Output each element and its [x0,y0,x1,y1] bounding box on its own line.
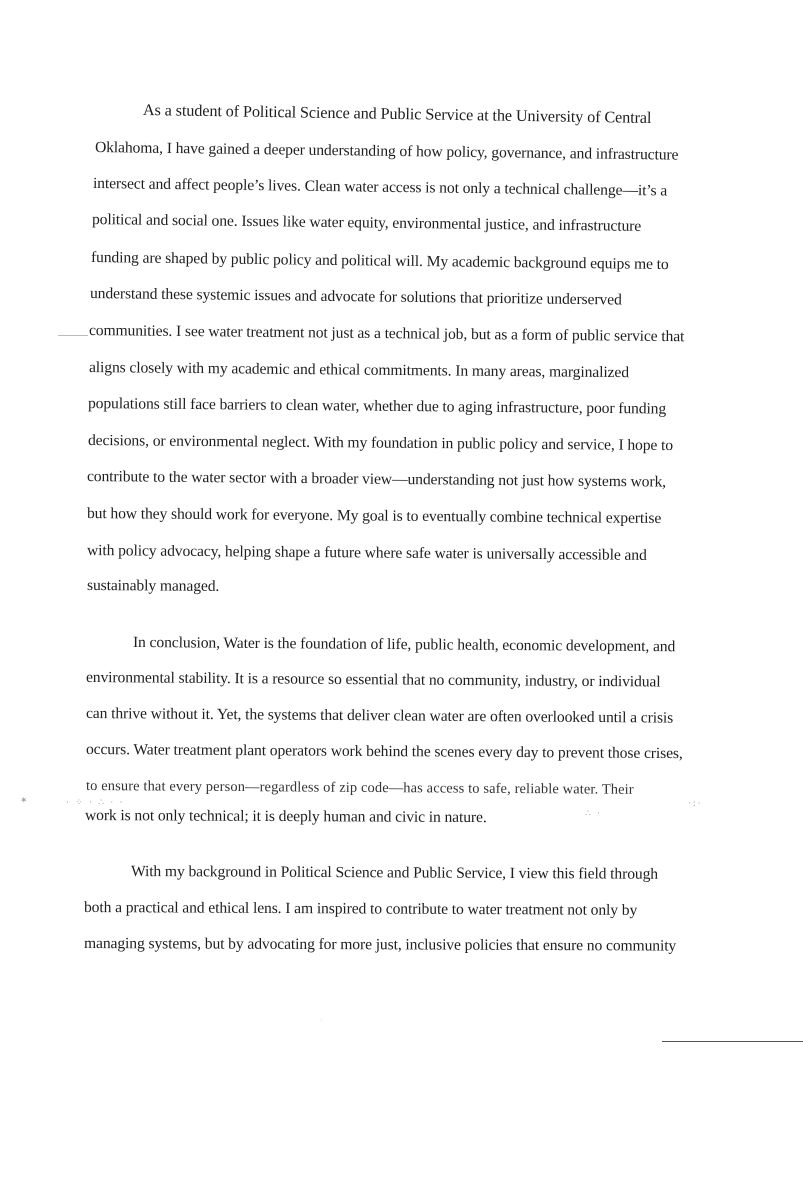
paragraph-2-line-3: can thrive without it. Yet, the systems that deliver clean water are often overlooked until a crisis [85,705,674,727]
paragraph-3-line-1: With my background in Political Science and Public Service, I view this field through [130,863,659,883]
scan-speck: ·:· [688,798,703,808]
paragraph-1-line-13: with policy advocacy, helping shape a future where safe water is universally accessible and [86,542,647,564]
paragraph-1-line-3: intersect and affect people’s lives. Clean water access is not only a technical challenge—it’s a [92,175,668,200]
paragraph-3-line-3: managing systems, but by advocating for more just, inclusive policies that ensure no community [83,935,677,955]
paragraph-1-line-7: communities. I see water treatment not just as a technical job, but as a form of public service that [88,322,685,346]
paragraph-2-line-1: In conclusion, Water is the foundation of life, public health, economic development, and [132,634,676,656]
paragraph-2-line-5: to ensure that every person—regardless of zip code—has access to safe, reliable water. Their [85,778,634,798]
scan-speck: ∴ · [585,808,602,818]
paragraph-1-line-2: Oklahoma, I have gained a deeper understanding of how policy, governance, and infrastructure [94,139,679,164]
paragraph-1-line-1: As a student of Political Science and Public Service at the University of Central [142,101,652,127]
paragraph-1-line-4: political and social one. Issues like water equity, environmental justice, and infrastructure [91,211,642,235]
scan-margin-mark [58,335,88,336]
scan-speck: · ⁘ · ∴ · · [66,797,125,807]
paragraph-1-line-8: aligns closely with my academic and ethical commitments. In many areas, marginalized [88,359,630,382]
paragraph-2-line-6: work is not only technical; it is deeply human and civic in nature. [84,807,487,827]
paragraph-1-line-11: contribute to the water sector with a broader view—understanding not just how systems work, [86,468,667,491]
paragraph-1-line-5: funding are shaped by public policy and political will. My academic background equips me to [90,249,669,274]
scan-speck: ✶ [20,795,30,805]
paragraph-2-line-4: occurs. Water treatment plant operators work behind the scenes every day to prevent those crises, [85,741,683,763]
paragraph-3-line-2: both a practical and ethical lens. I am inspired to contribute to water treatment not only by [83,899,638,919]
paragraph-1-line-12: but how they should work for everyone. My goal is to eventually combine technical expertise [86,505,662,528]
paragraph-2-line-2: environmental stability. It is a resource so essential that no community, industry, or individual [85,669,661,691]
paragraph-1-line-9: populations still face barriers to clean water, whether due to aging infrastructure, poor funding [87,395,667,418]
paragraph-1-line-10: decisions, or environmental neglect. With my foundation in public policy and service, I hope to [87,432,674,455]
page-edge-rule [662,1041,803,1042]
paragraph-1-line-6: understand these systemic issues and advocate for solutions that prioritize underserved [89,285,622,309]
paragraph-1-line-14: sustainably managed. [86,577,220,595]
